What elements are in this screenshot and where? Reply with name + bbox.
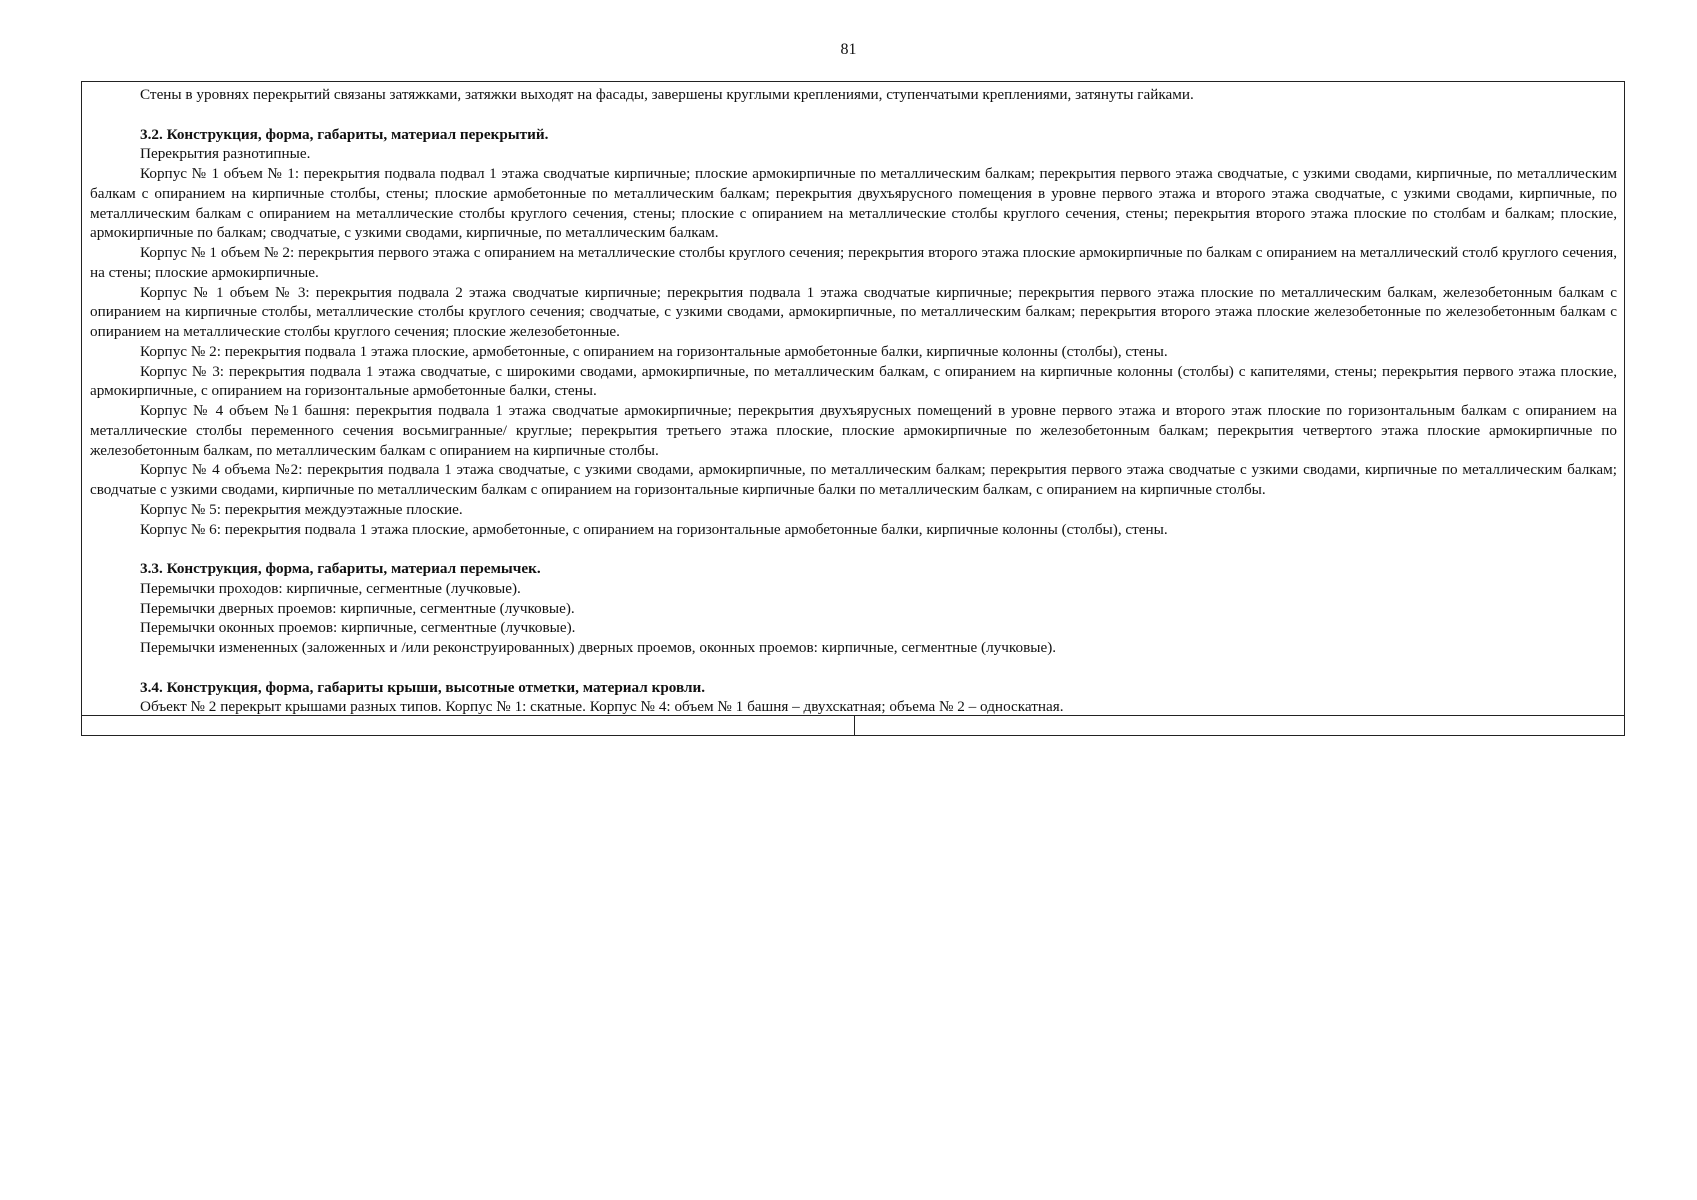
section-heading: 3.2. Конструкция, форма, габариты, материал перекрытий. [140,125,549,143]
page-number: 81 [840,41,857,58]
table-content-cell [82,82,1624,715]
section-heading: 3.3. Конструкция, форма, габариты, материал перемычек. [140,560,541,577]
paragraph: Объект № 2 перекрыт крышами разных типов. Корпус № 1: скатные. Корпус № 4: объем № 1 башня – двухскатная; объема № 2 – односкатная. [140,698,1064,715]
paragraph: Корпус № 1 объем № 3: перекрытия подвала 2 этажа сводчатые кирпичные; перекрытия подвала 1 этажа сводчатые кирпичные; перекрытия первого этажа плоские по металлическим балкам, железобетонным балкам с опиранием на кирпичные столбы, металлические столбы круглого сечения; сводчатые, с узкими сводами, армокирпичные, по металлическим балкам; перекрытия второго этажа плоские железобетонные по железобетонным балкам с опиранием на металлические столбы круглого сечения; плоские железобетонные. [90,283,1617,340]
paragraph: Корпус № 2: перекрытия подвала 1 этажа плоские, армобетонные, с опиранием на горизонтальные армобетонные балки, кирпичные колонны (столбы), стены. [140,342,1168,360]
paragraph-spacer [90,105,1617,125]
paragraph: Перемычки проходов: кирпичные, сегментные (лучковые). [140,579,521,597]
paragraph: Перекрытия разнотипные. [140,145,311,163]
paragraph: Перемычки дверных проемов: кирпичные, сегментные (лучковые). [140,599,575,617]
paragraph: Корпус № 1 объем № 1: перекрытия подвала подвал 1 этажа сводчатые кирпичные; плоские армокирпичные по металлическим балкам; перекрытия первого этажа сводчатые, с узкими сводами, кирпичные, по металлическим балкам с опиранием на кирпичные столбы, стены; плоские армобетонные по металлическим балкам; перекрытия двухъярусного помещения в уровне первого этажа и второго этажа сводчатые, с узкими сводами, кирпичные, по металлическим балкам с опиранием на металлические столбы круглого сечения, стены; плоские с опиранием на металлические столбы круглого сечения, стены; перекрытия второго этажа плоские по столбам и балкам; плоские, армокирпичные по балкам; сводчатые, с узкими сводами, кирпичные, по металлическим балкам. [90,165,1617,242]
paragraph-spacer [90,658,1617,678]
table-bottom-row [82,715,1624,735]
section-heading: 3.4. Конструкция, форма, габариты крыши, высотные отметки, материал кровли. [140,678,706,696]
paragraph: Корпус № 6: перекрытия подвала 1 этажа плоские, армобетонные, с опиранием на горизонтальные армобетонные балки, кирпичные колонны (столбы), стены. [140,520,1168,538]
paragraph-spacer [90,539,1617,559]
paragraph: Корпус № 5: перекрытия междуэтажные плоские. [140,500,463,518]
paragraph: Корпус № 4 объема №2: перекрытия подвала 1 этажа сводчатые, с узкими сводами, армокирпичные, по металлическим балкам; перекрытия первого этажа сводчатые с узкими сводами, кирпичные по металлическим балкам; сводчатые с узкими сводами, кирпичные по металлическим балкам с опиранием на горизонтальные кирпичные балки по металлическим балкам, с опиранием на кирпичные столбы. [90,461,1617,498]
document-table [81,81,1625,736]
table-cell-divider [854,716,855,736]
paragraph: Перемычки оконных проемов: кирпичные, сегментные (лучковые). [140,619,576,637]
paragraph: Стены в уровнях перекрытий связаны затяжками, затяжки выходят на фасады, завершены круглыми креплениями, ступенчатыми креплениями, затянуты гайками. [140,86,1194,103]
paragraph: Корпус № 1 объем № 2: перекрытия первого этажа с опиранием на металлические столбы круглого сечения; перекрытия второго этажа плоские армокирпичные по балкам с опиранием на металлический столб круглого сечения, на стены; плоские армокирпичные. [90,244,1617,281]
paragraph: Перемычки измененных (заложенных и /или реконструированных) дверных проемов, оконных проемов: кирпичные, сегментные (лучковые). [140,639,1057,656]
paragraph: Корпус № 4 объем №1 башня: перекрытия подвала 1 этажа сводчатые армокирпичные; перекрытия двухъярусных помещений в уровне первого этажа и второго этаж плоские по горизонтальным балкам с опиранием на металлические столбы переменного сечения восьмигранные/ круглые; перекрытия третьего этажа плоские, плоские армокирпичные по железобетонным балкам; перекрытия четвертого этажа плоские армокирпичные по железобетонным балкам, по металлическим балкам с опиранием на кирпичные столбы. [90,402,1617,459]
paragraph: Корпус № 3: перекрытия подвала 1 этажа сводчатые, с широкими сводами, армокирпичные, по металлическим балкам, с опиранием на кирпичные колонны (столбы) с капителями, стены; перекрытия первого этажа плоские, армокирпичные, с опиранием на горизонтальные армобетонные балки, стены. [90,362,1617,400]
